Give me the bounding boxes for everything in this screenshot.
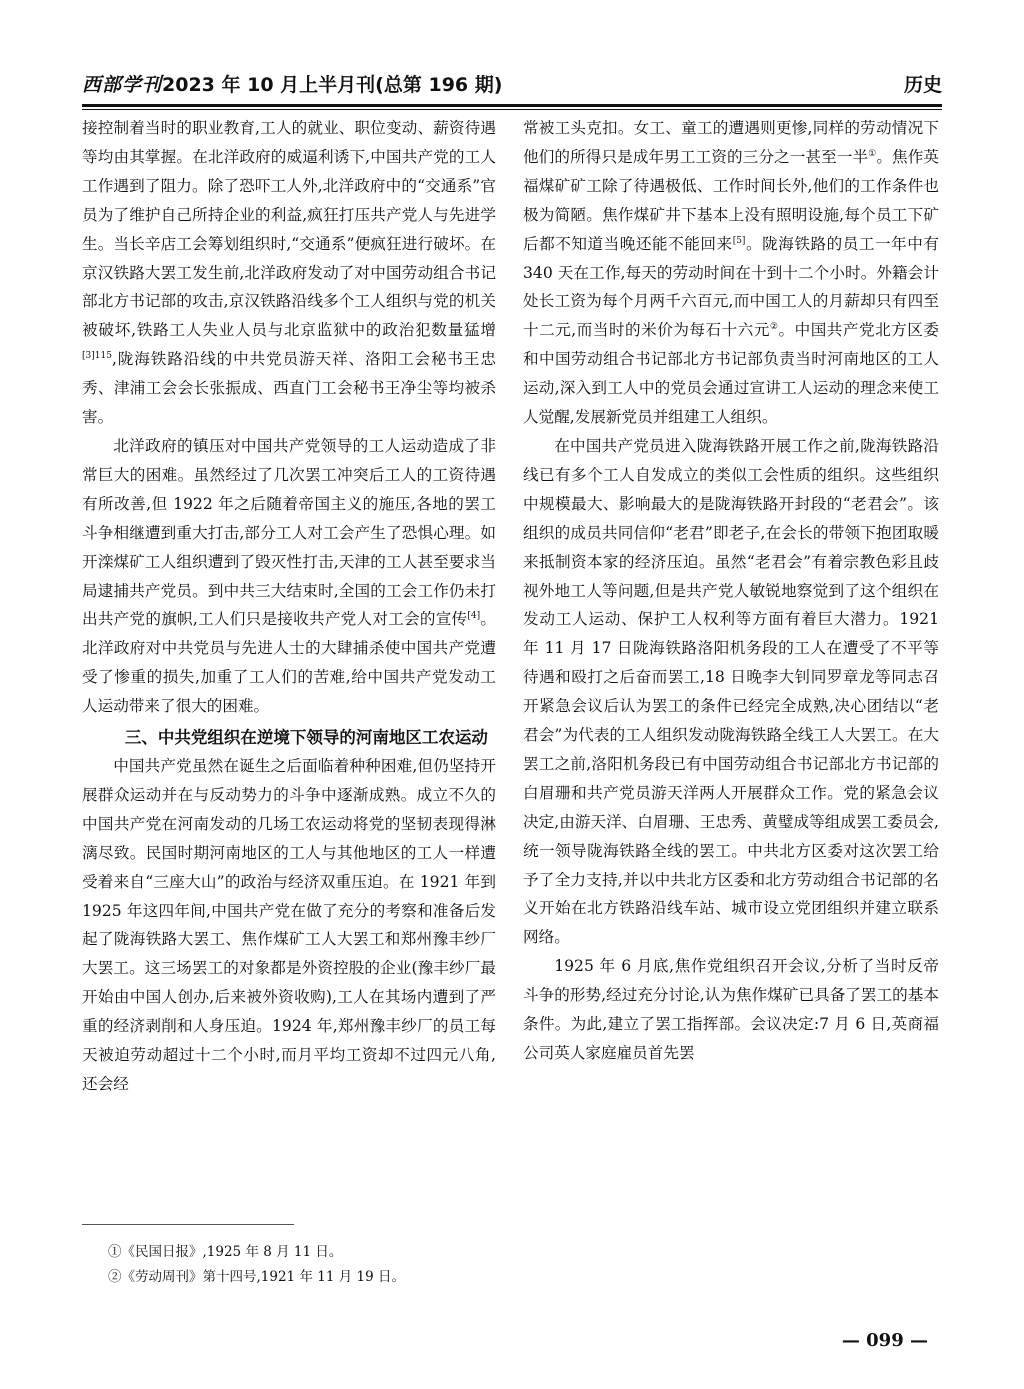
text-run: 常被工头克扣。女工、童工的遭遇则更惨,同样的劳动情况下他们的所得只是成年男工工资的三分之一甚至一半 [523, 119, 939, 166]
issue-info: 2023 年 10 月上半月刊(总第 196 期) [162, 74, 503, 96]
footnote: ②《劳动周刊》第十四号,1921 年 11 月 19 日。 [108, 1269, 405, 1285]
citation: [4] [467, 611, 481, 622]
citation: [5] [732, 235, 746, 246]
text-run: 。焦作英福煤矿矿工除了待遇极低、工作时间长外,他们的工作条件也极为简陋。焦作煤矿井下基本上没有照明设施,每个员工下矿后都不知道当晚还能不能回来 [523, 147, 939, 253]
page-number: — 099 — [841, 1330, 928, 1351]
footnotes [108, 1240, 405, 1290]
left-column [82, 114, 496, 1099]
section-label: 历史 [903, 74, 942, 96]
footnote-mark: ① [868, 148, 877, 159]
text-run: ,陇海铁路沿线的中共党员游天祥、洛阳工会秘书王忠秀、津浦工会会长张振成、西直门工会秘书王净尘等均被杀害。 [82, 350, 496, 427]
citation: [3]115 [82, 351, 112, 362]
paragraph: 1925 年 6 月底,焦作党组织召开会议,分析了当时反帝斗争的形势,经过充分讨论,认为焦作煤矿已具备了罢工的基本条件。为此,建立了罢工指挥部。会议决定:7 月 6 日,英商福公司英人家庭雇员首先罢 [523, 957, 939, 1062]
journal-title [82, 70, 502, 97]
footnote: ①《民国日报》,1925 年 8 月 11 日。 [108, 1244, 343, 1260]
text-run: 。北洋政府对中共党员与先进人士的大肆捕杀使中国共产党遭受了惨重的损失,加重了工人们的苦难,给中国共产党发动工人运动带来了很大的困难。 [82, 610, 496, 716]
text-run: 。陇海铁路的员工一年中有 340 天在工作,每天的劳动时间在十到十二个小时。外籍会计处长工资为每个月两千六百元,而中国工人的月薪却只有四至十二元,而当时的米价为每石十六元 [523, 234, 939, 340]
section-heading: 三、中共党组织在逆境下领导的河南地区工农运动 [124, 728, 488, 748]
header-rule-thick [82, 104, 942, 107]
paragraph [82, 432, 496, 721]
text-run: 。中国共产党北方区委和中国劳动组合书记部北方书记部负责当时河南地区的工人运动,深入到工人中的党员会通过宣讲工人运动的理念来使工人觉醒,发展新党员并组建工人组织。 [523, 321, 939, 427]
paragraph [523, 114, 939, 432]
right-column [523, 114, 939, 1068]
footnote-mark: ② [769, 322, 779, 333]
paragraph [82, 114, 496, 432]
text-run: 接控制着当时的职业教育,工人的就业、职位变动、薪资待遇等均由其掌握。在北洋政府的威逼利诱下,中国共产党的工人工作遇到了阻力。除了恐吓工人外,北洋政府中的“交通系”官员为了维护自己所持企业的利益,疯狂打压共产党人与先进学生。当长辛店工会筹划组织时,“交通系”便疯狂进行破坏。在京汉铁路大罢工发生前,北洋政府发动了对中国劳动组合书记部北方书记部的攻击,京汉铁路沿线多个工人组织与党的机关被破坏,铁路工人失业人员与北京监狱中的政治犯数量猛增 [82, 119, 496, 340]
text-run: 北洋政府的镇压对中国共产党领导的工人运动造成了非常巨大的困难。虽然经过了几次罢工冲突后工人的工资待遇有所改善,但 1922 年之后随着帝国主义的施压,各地的罢工斗争相继遭到重大打击,部分工人对工会产生了恐惧心理。如开滦煤矿工人组织遭到了毁灭性打击,天津的工人甚至要求当局逮捕共产党员。到中共三大结束时,全国的工会工作仍未打出共产党的旗帜,工人们只是接收共产党人对工会的宣传 [82, 436, 496, 629]
running-header [82, 66, 942, 106]
paragraph: 在中国共产党员进入陇海铁路开展工作之前,陇海铁路沿线已有多个工人自发成立的类似工会性质的组织。这些组织中规模最大、影响最大的是陇海铁路开封段的“老君会”。该组织的成员共同信仰“老君”即老子,在会长的带领下抱团取暖来抵制资本家的经济压迫。虽然“老君会”有着宗教色彩且歧视外地工人等问题,但是共产党人敏锐地察觉到了这个组织在发动工人运动、保护工人权利等方面有着巨大潜力。1921 年 11 月 17 日陇海铁路洛阳机务段的工人在遭受了不平等待遇和殴打之后奋而罢工,18 日晚李大钊同罗章龙等同志召开紧急会议后认为罢工的条件已经完全成熟,决心团结以“老君会”为代表的工人组织发动陇海铁路全线工人大罢工。在大罢工之前,洛阳机务段已有中国劳动组合书记部北方书记部的白眉珊和共产党员游天洋两人开展群众工作。党的紧急会议决定,由游天洋、白眉珊、王忠秀、黄璧成等组成罢工委员会,统一领导陇海铁路全线的罢工。中共北方区委对这次罢工给予了全力支持,并以中共北方区委和北方劳动组合书记部的名义开始在北方铁路沿线车站、城市设立党团组织并建立联系网络。 [523, 436, 939, 947]
paragraph: 中国共产党虽然在诞生之后面临着种种困难,但仍坚持开展群众运动并在与反动势力的斗争中逐渐成熟。成立不久的中国共产党在河南发动的几场工农运动将党的坚韧表现得淋漓尽致。民国时期河南地区的工人与其他地区的工人一样遭受着来自“三座大山”的政治与经济双重压迫。在 1921 年到 1925 年这四年间,中国共产党在做了充分的考察和准备后发起了陇海铁路大罢工、焦作煤矿工人大罢工和郑州豫丰纱厂大罢工。这三场罢工的对象都是外资控股的企业(豫丰纱厂最开始由中国人创办,后来被外资收购),工人在其场内遭到了严重的经济剥削和人身压迫。1924 年,郑州豫丰纱厂的员工每天被迫劳动超过十二个小时,而月平均工资却不过四元八角,还会经 [82, 757, 496, 1093]
journal-logo: 西部学刊 [82, 74, 163, 96]
footnote-rule [82, 1224, 294, 1225]
header-rule-thin [82, 109, 942, 110]
